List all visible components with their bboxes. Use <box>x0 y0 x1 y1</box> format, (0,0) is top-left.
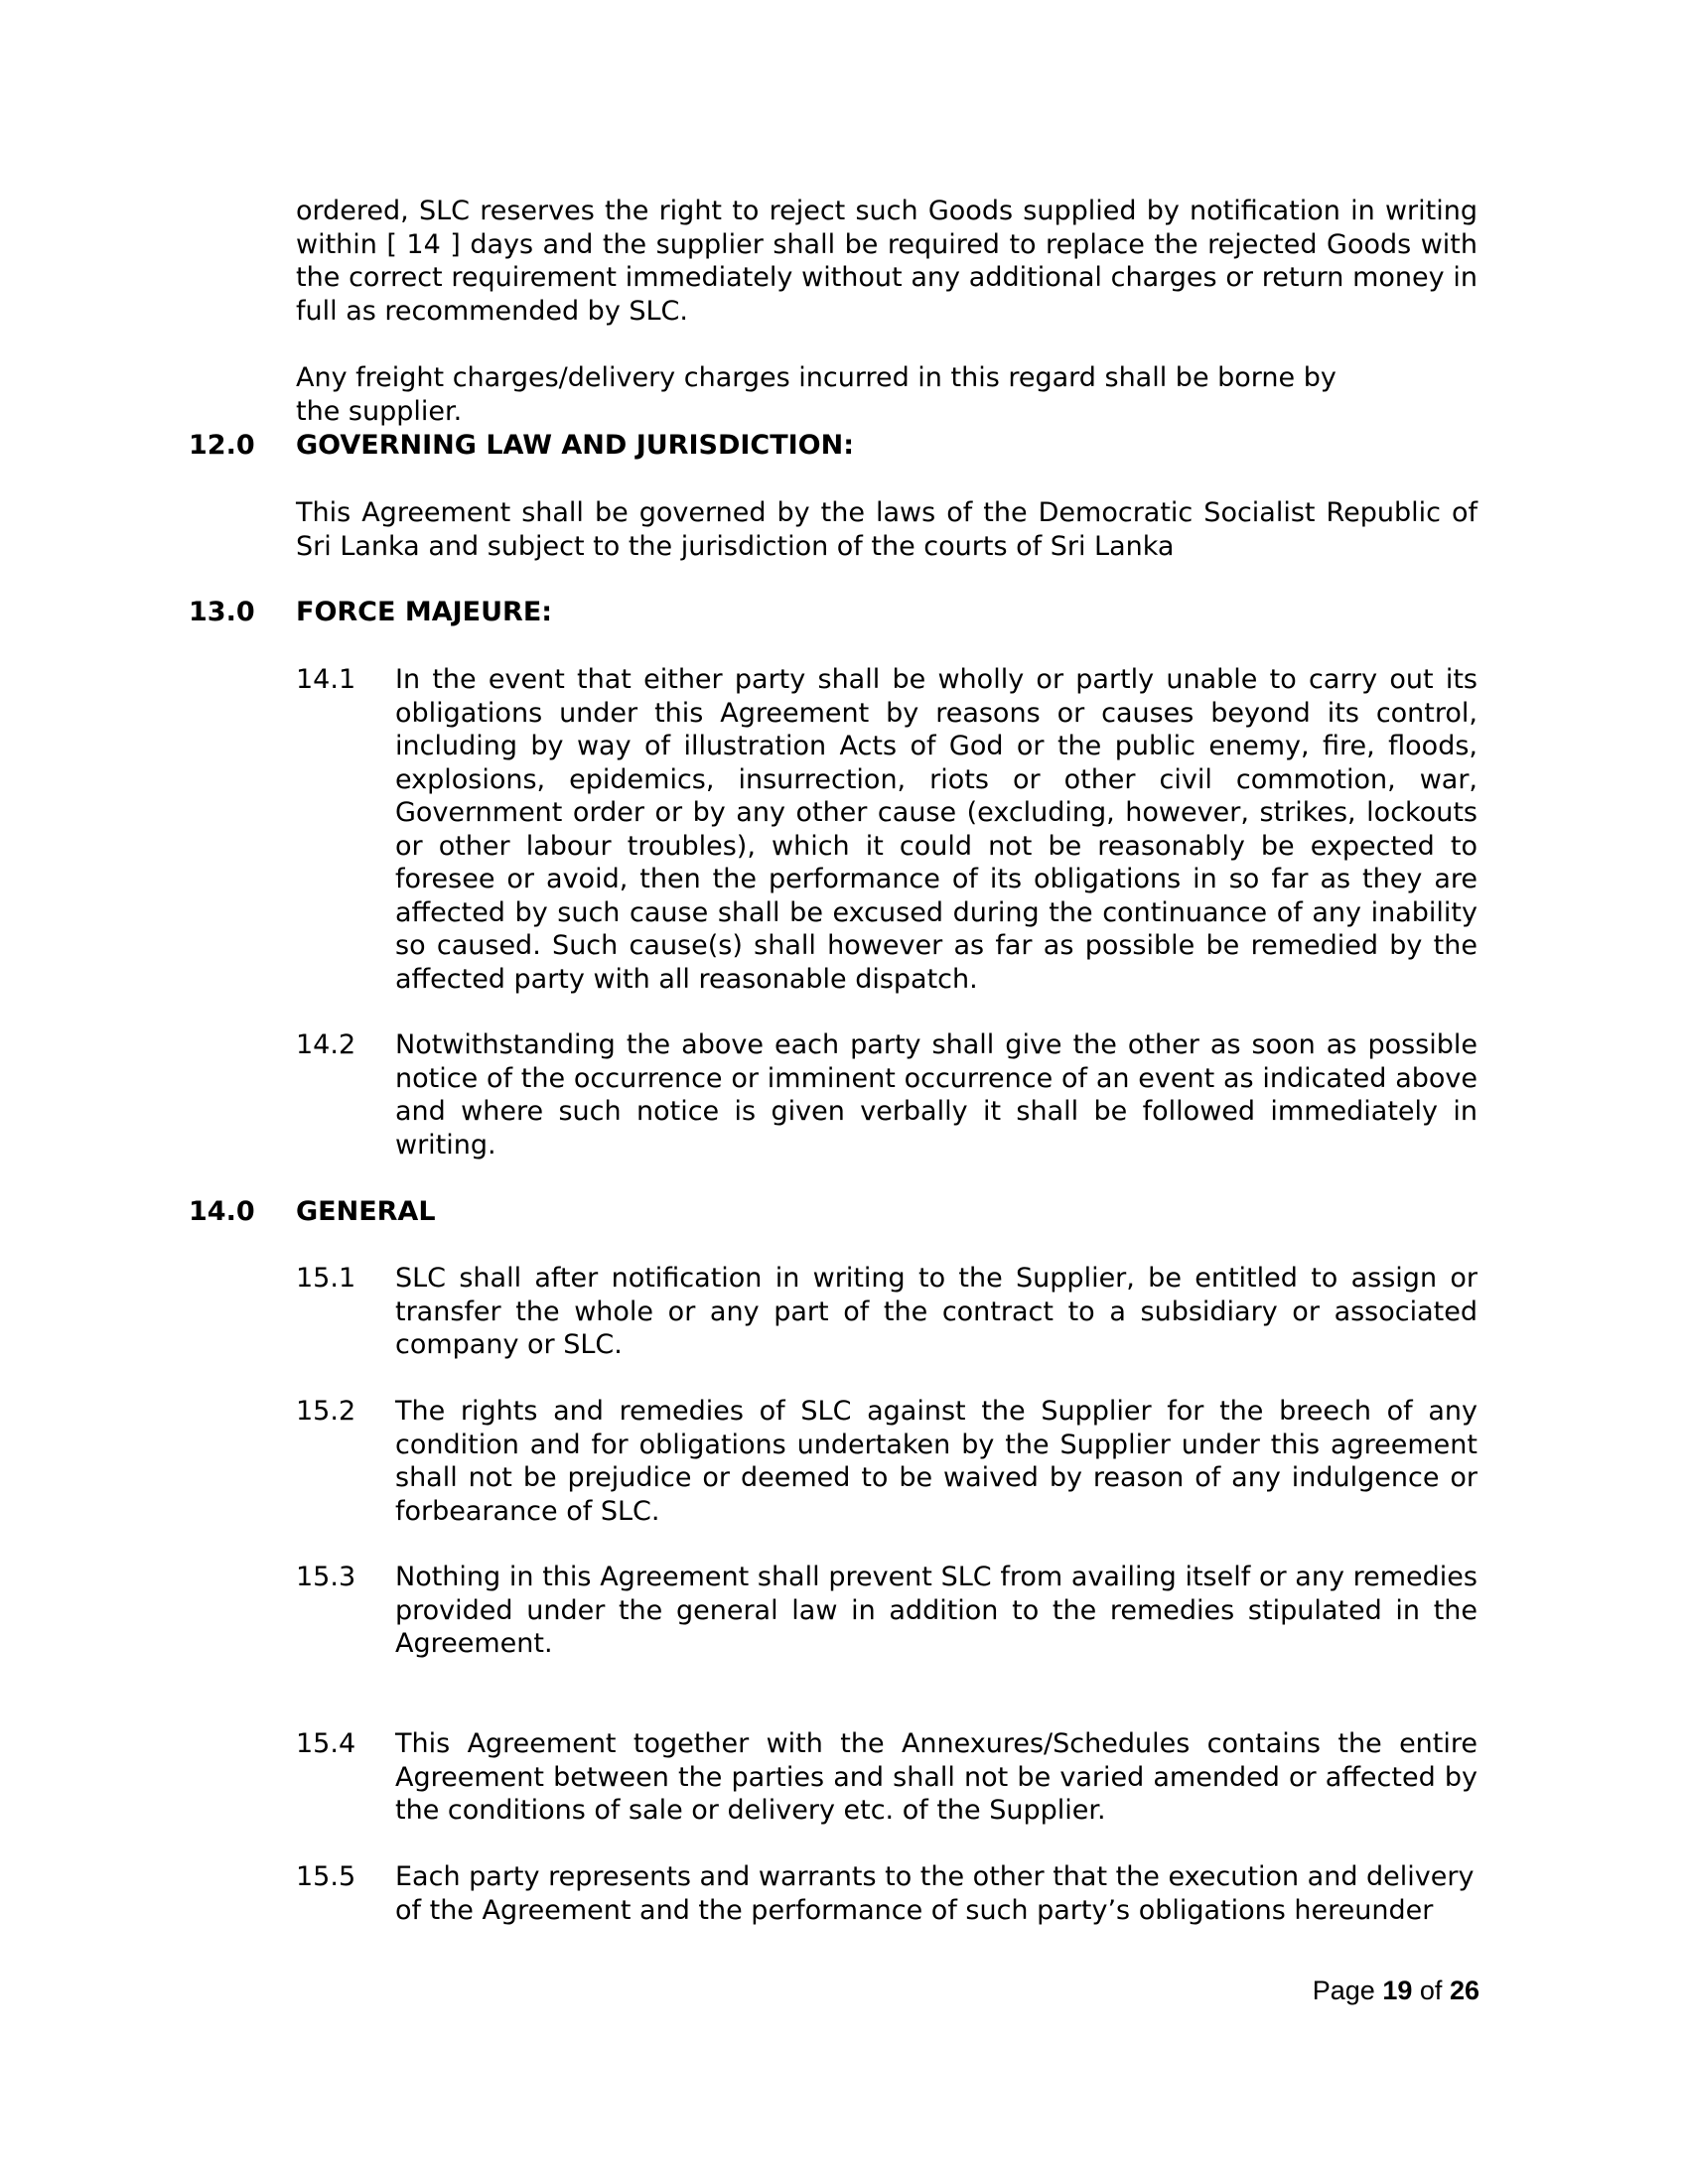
page-label: Page <box>1312 1976 1375 2005</box>
clause-number: 14.2 <box>296 1029 356 1060</box>
of-label: of <box>1419 1976 1443 2005</box>
section-title: FORCE MAJEURE: <box>296 597 553 627</box>
clause-number: 15.4 <box>296 1728 356 1759</box>
section-title: GENERAL <box>296 1196 436 1227</box>
section-heading-governing-law <box>189 429 854 463</box>
section-title: GOVERNING LAW AND JURISDICTION: <box>296 430 855 461</box>
section-heading-force-majeure <box>189 596 552 629</box>
total-pages-number: 26 <box>1449 1976 1479 2005</box>
section-number: 12.0 <box>189 430 255 461</box>
page-number-footer <box>1313 1976 1479 2006</box>
clause-text: Notwithstanding the above each party shall give the other as soon as possible notice of the occurrence or imminent occurrence of an event as indicated above and where such notice is given verbally it shall be followed immediately in writing. <box>395 1029 1477 1160</box>
clause-number: 14.1 <box>296 664 356 695</box>
current-page-number: 19 <box>1382 1976 1413 2005</box>
section-number: 14.0 <box>189 1196 255 1227</box>
clause-text: This Agreement together with the Annexures/Schedules contains the entire Agreement between the parties and shall not be varied amended or affected by the conditions of sale or delivery etc. of the Supplier. <box>395 1728 1477 1826</box>
clause-number: 15.5 <box>296 1861 356 1892</box>
clause-item <box>296 1262 1477 1362</box>
section-number: 13.0 <box>189 597 255 627</box>
clause-item <box>296 1561 1477 1661</box>
section-heading-general <box>189 1195 436 1229</box>
clause-item <box>296 1860 1477 1927</box>
clause-item <box>296 1395 1477 1528</box>
clause-text: In the event that either party shall be wholly or partly unable to carry out its obligations under this Agreement by reasons or causes beyond its control, including by way of illustration Acts of God or the public enemy, fire, floods, explosions, epidemics, insurrection, riots or other civil commotion, war, Government order or by any other cause (excluding, however, strikes, lockouts or other labour troubles), which it could not be reasonably be expected to foresee or avoid, then the performance of its obligations in so far as they are affected by such cause shall be excused during the continuance of any inability so caused. Such cause(s) shall however as far as possible be remedied by the affected party with all reasonable dispatch. <box>395 664 1477 995</box>
clause-text: Nothing in this Agreement shall prevent SLC from availing itself or any remedies provided under the general law in addition to the remedies stipulated in the Agreement. <box>395 1562 1477 1659</box>
clause-item <box>296 1727 1477 1828</box>
clause-number: 15.1 <box>296 1263 356 1294</box>
clause-number: 15.2 <box>296 1396 356 1427</box>
clause-text: Each party represents and warrants to the other that the execution and delivery of the Agreement and the performance of such party’s obligations hereunder <box>395 1861 1475 1926</box>
clause-text: The rights and remedies of SLC against the Supplier for the breech of any condition and for obligations undertaken by the Supplier under this agreement shall not be prejudice or deemed to be waived by reason of any indulgence or forbearance of SLC. <box>395 1396 1477 1527</box>
intro-paragraph: ordered, SLC reserves the right to reject such Goods supplied by notification in writing within [ 14 ] days and the supplier shall be required to replace the rejected Goods with the correct requirement immediately without any additional charges or return money in full as recommended by SLC. <box>296 196 1477 327</box>
clause-item <box>296 1028 1477 1161</box>
clause-item <box>296 663 1477 996</box>
freight-paragraph: Any freight charges/delivery charges incurred in this regard shall be borne by the supplier. <box>296 362 1336 427</box>
clause-text: SLC shall after notification in writing to the Supplier, be entitled to assign or transfer the whole or any part of the contract to a subsidiary or associated company or SLC. <box>395 1263 1477 1360</box>
governing-law-paragraph: This Agreement shall be governed by the laws of the Democratic Socialist Republic of Sri Lanka and subject to the jurisdiction of the courts of Sri Lanka <box>296 497 1477 562</box>
clause-number: 15.3 <box>296 1562 356 1592</box>
